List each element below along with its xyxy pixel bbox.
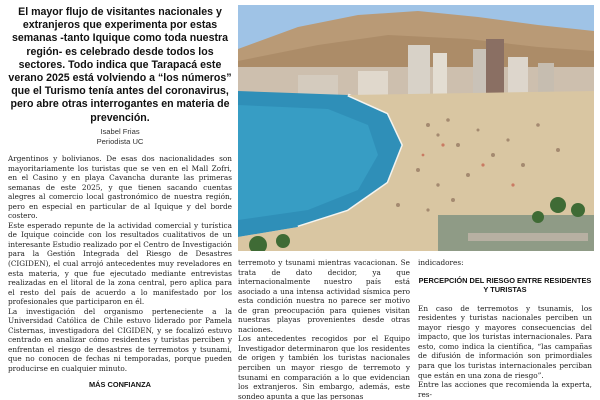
paragraph: terremoto y tsunami mientras vacacionan. Se trata de dato decidor, ya que internacionalmente nuestro país está asociado a una intensa actividad sísmica pero esta condición nuestra no parece ser motivo de gran preocupación para quienes visitan nuestras playas provenientes desde otras naciones. (238, 258, 410, 334)
beach-photo (238, 5, 594, 251)
byline (8, 127, 232, 146)
paragraph: Argentinos y bolivianos. De esas dos nacionalidades son mayoritariamente los turistas que se ven en el Mall Zofri, en el Casino y en playa Cavancha durante las primeras semanas de este 2025, y que tienen sacando cuentas alegres al comercio local gastronómico de nuestra región, pero en especial en particular de al Iquique y del borde costero. (8, 154, 232, 221)
body-column-2 (238, 258, 410, 400)
article-lede: El mayor flujo de visitantes nacionales y extranjeros que experimenta por estas semanas -tanto Iquique como toda nuestra región- es celebrado desde todos los sectores. Todo indica que Tarapacá este verano 2025 está volviendo a “los números” que el Turismo tenía antes del coronavirus, pero abre otras interrogantes en materia de prevención. (8, 6, 232, 124)
paragraph: Entre las acciones que recomienda la experta, res- (418, 380, 592, 399)
paragraph: La investigación del organismo perteneciente a la Universidad Católica de Chile estuvo liderado por Pamela Cisternas, investigadora del CIGIDEN, y se focalizó estuvo centrado en analizar cómo residentes y turistas perciben y enfrentan el riesgo de desastres de terremotos y tsunami, que no conocen de fechas ni temporadas, porque pueden producirse en cualquier minuto. (8, 306, 232, 374)
body-column-1 (8, 154, 232, 400)
paragraph-lead: indicadores: (418, 258, 464, 267)
paragraph: Los antecedentes recogidos por el Equipo Investigador determinaron que los residentes de origen y también los turistas nacionales perciben un mayor riesgo de terremoto y tsunami en comparación a lo que evidencian los extranjeros. Sin embargo, además, este sondeo apunta a que las personas (238, 334, 410, 400)
section-subhead: MÁS CONFIANZA (89, 379, 151, 389)
author-name: Isabel Frias (100, 127, 140, 136)
paragraph: Este esperado repunte de la actividad comercial y turística de Iquique coincide con los resultados cualitativos de un interesante Estudio realizado por el Centro de Investigación para la Gestión Integrada del Riesgo de Desastres (CIGIDEN), el cual arrojó antecedentes muy reveladores en esta materia, y que fue ejecutado mediante entrevistas realizadas en el litoral de la zona central, pero aplica para el resto del país de acuerdo a lo manifestado por los profesionales que participaron en él. (8, 220, 232, 307)
paragraph: En caso de terremotos y tsunamis, los residentes y turistas nacionales perciben un mayor riesgo y mayores consecuencias del impacto, que los turistas internacionales. Para esto, como indica la científica, “las campañas de difusión de información son primordiales para que los turistas internacionales perciban que están en una zona de riesgo”. (418, 303, 592, 380)
body-column-3 (418, 258, 592, 400)
author-role: Periodista UC (96, 136, 144, 146)
section-subhead: PERCEPCIÓN DEL RIESGO ENTRE RESIDENTES Y TURISTAS (418, 275, 592, 295)
